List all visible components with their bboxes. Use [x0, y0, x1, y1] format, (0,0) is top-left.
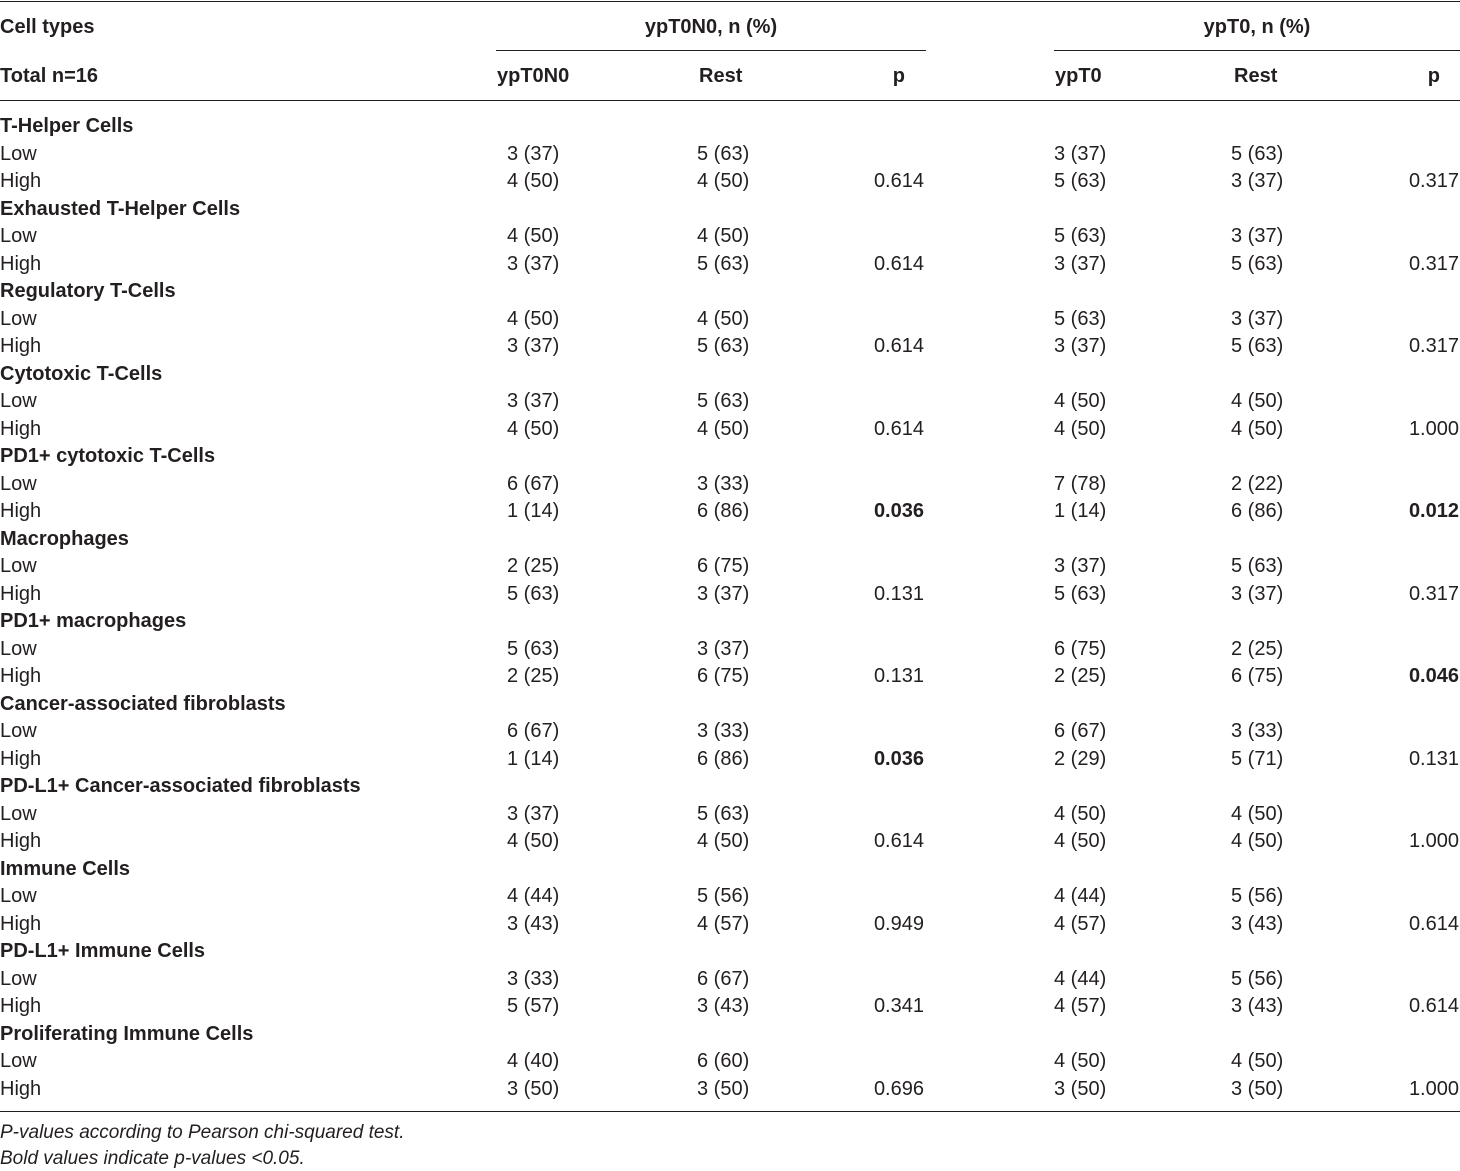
- ypt0n0-cell: 6 (67): [507, 720, 560, 742]
- group-row: [0, 443, 1460, 471]
- ypt0n0-cell: 3 (33): [507, 967, 560, 990]
- group-row: [0, 691, 1460, 719]
- rest2-cell: 2 (25): [1231, 637, 1284, 660]
- group-label: T-Helper Cells: [0, 115, 134, 137]
- p2-cell: 0.614: [1408, 912, 1459, 935]
- rest2-cell: 6 (86): [1231, 500, 1284, 522]
- ypt0-cell: 4 (57): [1054, 912, 1107, 935]
- ypt0n0-cell: 1 (14): [507, 747, 560, 770]
- rest1-cell: 4 (50): [697, 830, 750, 852]
- rest2-cell: 2 (22): [1231, 472, 1284, 495]
- group-label: Cancer-associated fibroblasts: [0, 692, 286, 715]
- row-label: Low: [0, 390, 37, 412]
- table-row: [0, 828, 1460, 856]
- ypt0-cell: 1 (14): [1054, 500, 1107, 522]
- rest1-cell: 4 (50): [697, 417, 750, 440]
- table-row: [0, 883, 1460, 911]
- group1-rule: [496, 50, 926, 51]
- table-row: [0, 801, 1460, 829]
- rest1-cell: 4 (50): [697, 307, 750, 330]
- header-col-rest-1: Rest: [699, 65, 743, 87]
- group-row: [0, 526, 1460, 554]
- p1-cell: 0.614: [873, 170, 924, 192]
- rest2-cell: 6 (75): [1231, 665, 1284, 687]
- ypt0n0-cell: 3 (37): [507, 252, 560, 275]
- rest1-cell: 6 (75): [697, 555, 750, 577]
- ypt0n0-cell: 3 (37): [507, 390, 560, 412]
- ypt0-cell: 3 (37): [1054, 335, 1107, 357]
- ypt0-cell: 5 (63): [1054, 582, 1107, 605]
- p2-cell: 0.046: [1408, 665, 1459, 687]
- rest1-cell: 4 (50): [697, 170, 750, 192]
- ypt0n0-cell: 4 (44): [507, 885, 560, 907]
- rest2-cell: 3 (37): [1231, 225, 1284, 247]
- ypt0n0-cell: 5 (63): [507, 637, 560, 660]
- table-row: [0, 498, 1460, 526]
- table-row: [0, 416, 1460, 444]
- p2-cell: 1.000: [1408, 1077, 1459, 1100]
- rest1-cell: 5 (63): [697, 142, 750, 165]
- table-row: [0, 993, 1460, 1021]
- group-row: [0, 113, 1460, 141]
- header-bottom-rule: [0, 100, 1460, 101]
- rest2-cell: 4 (50): [1231, 390, 1284, 412]
- rest2-cell: 4 (50): [1231, 830, 1284, 852]
- group-row: [0, 608, 1460, 636]
- rest1-cell: 3 (33): [697, 720, 750, 742]
- rest2-cell: 3 (50): [1231, 1077, 1284, 1100]
- rest1-cell: 4 (57): [697, 912, 750, 935]
- ypt0n0-cell: 2 (25): [507, 555, 560, 577]
- ypt0n0-cell: 5 (57): [507, 995, 560, 1017]
- ypt0-cell: 5 (63): [1054, 170, 1107, 192]
- rest1-cell: 5 (56): [697, 885, 750, 907]
- row-label: Low: [0, 637, 37, 660]
- table-row: [0, 306, 1460, 334]
- row-label: Low: [0, 1050, 37, 1072]
- rest2-cell: 5 (63): [1231, 335, 1284, 357]
- p1-cell: 0.614: [873, 252, 924, 275]
- p2-cell: 0.131: [1408, 747, 1459, 770]
- row-label: Low: [0, 225, 37, 247]
- table-row: [0, 1048, 1460, 1076]
- p2-cell: 1.000: [1408, 830, 1459, 852]
- group-label: Cytotoxic T-Cells: [0, 362, 163, 385]
- p1-cell: 0.614: [873, 335, 924, 357]
- rest1-cell: 6 (67): [697, 967, 750, 990]
- group-row: [0, 856, 1460, 884]
- rest1-cell: 6 (75): [697, 665, 750, 687]
- p2-cell: 0.317: [1408, 170, 1459, 192]
- table-row: [0, 333, 1460, 361]
- group-label: PD1+ cytotoxic T-Cells: [0, 445, 216, 467]
- table-row: [0, 553, 1460, 581]
- row-label: High: [0, 747, 42, 770]
- rest2-cell: 5 (56): [1231, 967, 1284, 990]
- ypt0n0-cell: 4 (50): [507, 225, 560, 247]
- rest2-cell: 3 (37): [1231, 582, 1284, 605]
- group-label: Regulatory T-Cells: [0, 280, 176, 302]
- row-label: Low: [0, 802, 37, 825]
- p1-cell: 0.614: [873, 830, 924, 852]
- ypt0-cell: 4 (50): [1054, 1050, 1107, 1072]
- p1-cell: 0.341: [873, 995, 924, 1017]
- header-total: Total n=16: [0, 65, 98, 87]
- footnote-pvalues: P-values according to Pearson chi-squared test.: [0, 1122, 405, 1143]
- table-row: [0, 251, 1460, 279]
- ypt0n0-cell: 4 (50): [507, 307, 560, 330]
- group-row: [0, 196, 1460, 224]
- p1-cell: 0.949: [873, 912, 924, 935]
- p2-cell: 0.614: [1408, 995, 1459, 1017]
- rest2-cell: 3 (43): [1231, 995, 1284, 1017]
- row-label: Low: [0, 967, 37, 990]
- rest1-cell: 3 (33): [697, 472, 750, 495]
- ypt0-cell: 3 (50): [1054, 1077, 1107, 1100]
- header-group1-title: ypT0N0, n (%): [644, 16, 778, 38]
- ypt0n0-cell: 3 (37): [507, 802, 560, 825]
- ypt0n0-cell: 4 (50): [507, 170, 560, 192]
- ypt0-cell: 3 (37): [1054, 252, 1107, 275]
- rest1-cell: 3 (43): [697, 995, 750, 1017]
- row-label: High: [0, 500, 42, 522]
- group-row: [0, 773, 1460, 801]
- row-label: High: [0, 582, 42, 605]
- p2-cell: 0.012: [1408, 500, 1459, 522]
- table-row: [0, 636, 1460, 664]
- ypt0n0-cell: 5 (63): [507, 582, 560, 605]
- header-cell-types: Cell types: [0, 16, 95, 38]
- ypt0n0-cell: 3 (43): [507, 912, 560, 935]
- rest1-cell: 6 (86): [697, 500, 750, 522]
- table-row: [0, 388, 1460, 416]
- rest1-cell: 3 (37): [697, 637, 750, 660]
- ypt0-cell: 6 (75): [1054, 637, 1107, 660]
- ypt0n0-cell: 1 (14): [507, 500, 560, 522]
- row-label: High: [0, 830, 42, 852]
- row-label: High: [0, 252, 42, 275]
- table-row: [0, 471, 1460, 499]
- ypt0-cell: 4 (50): [1054, 417, 1107, 440]
- table-row: [0, 966, 1460, 994]
- row-label: High: [0, 417, 42, 440]
- group2-rule: [1054, 50, 1460, 51]
- ypt0-cell: 5 (63): [1054, 307, 1107, 330]
- table-row: [0, 1076, 1460, 1104]
- rest1-cell: 3 (37): [697, 582, 750, 605]
- row-label: Low: [0, 720, 37, 742]
- top-rule: [0, 1, 1460, 2]
- row-label: High: [0, 665, 42, 687]
- group-row: [0, 361, 1460, 389]
- ypt0-cell: 3 (37): [1054, 142, 1107, 165]
- row-label: Low: [0, 472, 37, 495]
- ypt0n0-cell: 4 (50): [507, 417, 560, 440]
- header-col-p-1: p: [892, 65, 905, 87]
- ypt0n0-cell: 3 (50): [507, 1077, 560, 1100]
- group-row: [0, 278, 1460, 306]
- rest2-cell: 4 (50): [1231, 417, 1284, 440]
- p2-cell: 0.317: [1408, 252, 1459, 275]
- header-col-ypt0: ypT0: [1055, 65, 1102, 87]
- rest1-cell: 6 (86): [697, 747, 750, 770]
- p1-cell: 0.036: [873, 747, 924, 770]
- footnote-bold: Bold values indicate p-values <0.05.: [0, 1148, 305, 1169]
- p1-cell: 0.614: [873, 417, 924, 440]
- row-label: High: [0, 1077, 42, 1100]
- rest2-cell: 3 (37): [1231, 307, 1284, 330]
- group-label: PD-L1+ Immune Cells: [0, 940, 206, 962]
- rest1-cell: 5 (63): [697, 252, 750, 275]
- row-label: High: [0, 995, 42, 1017]
- ypt0n0-cell: 4 (50): [507, 830, 560, 852]
- table-row: [0, 581, 1460, 609]
- table-row: [0, 746, 1460, 774]
- row-label: High: [0, 912, 42, 935]
- p1-cell: 0.131: [873, 582, 924, 605]
- header-col-rest-2: Rest: [1234, 65, 1278, 87]
- p1-cell: 0.131: [873, 665, 924, 687]
- rest2-cell: 3 (43): [1231, 912, 1284, 935]
- group-row: [0, 938, 1460, 966]
- row-label: Low: [0, 555, 37, 577]
- ypt0-cell: 2 (29): [1054, 747, 1107, 770]
- table-body: [0, 113, 1460, 1103]
- ypt0-cell: 4 (50): [1054, 830, 1107, 852]
- table-bottom-rule: [0, 1111, 1460, 1112]
- row-label: Low: [0, 142, 37, 165]
- group-label: PD-L1+ Cancer-associated fibroblasts: [0, 775, 361, 797]
- group-row: [0, 1021, 1460, 1049]
- row-label: High: [0, 335, 42, 357]
- table-row: [0, 663, 1460, 691]
- table-row: [0, 141, 1460, 169]
- rest1-cell: 4 (50): [697, 225, 750, 247]
- ypt0-cell: 4 (57): [1054, 995, 1107, 1017]
- p2-cell: 0.317: [1408, 582, 1459, 605]
- ypt0n0-cell: 3 (37): [507, 335, 560, 357]
- rest2-cell: 5 (63): [1231, 252, 1284, 275]
- ypt0-cell: 4 (44): [1054, 885, 1107, 907]
- rest1-cell: 3 (50): [697, 1077, 750, 1100]
- ypt0-cell: 2 (25): [1054, 665, 1107, 687]
- p2-cell: 1.000: [1408, 417, 1459, 440]
- rest2-cell: 4 (50): [1231, 802, 1284, 825]
- ypt0-cell: 6 (67): [1054, 720, 1107, 742]
- ypt0n0-cell: 2 (25): [507, 665, 560, 687]
- row-label: Low: [0, 307, 37, 330]
- group-label: Macrophages: [0, 527, 129, 550]
- group-label: Exhausted T-Helper Cells: [0, 197, 241, 220]
- rest2-cell: 5 (63): [1231, 555, 1284, 577]
- ypt0-cell: 5 (63): [1054, 225, 1107, 247]
- table-row: [0, 911, 1460, 939]
- group-label: PD1+ macrophages: [0, 610, 187, 632]
- ypt0n0-cell: 3 (37): [507, 142, 560, 165]
- rest1-cell: 5 (63): [697, 390, 750, 412]
- p1-cell: 0.696: [873, 1077, 924, 1100]
- ypt0n0-cell: 4 (40): [507, 1050, 560, 1072]
- rest2-cell: 5 (63): [1231, 142, 1284, 165]
- ypt0-cell: 7 (78): [1054, 472, 1107, 495]
- table-row: [0, 168, 1460, 196]
- rest2-cell: 5 (56): [1231, 885, 1284, 907]
- rest1-cell: 5 (63): [697, 802, 750, 825]
- header-col-p-2: p: [1427, 65, 1440, 87]
- p2-cell: 0.317: [1408, 335, 1459, 357]
- row-label: High: [0, 170, 42, 192]
- group-label: Proliferating Immune Cells: [0, 1022, 254, 1045]
- rest1-cell: 6 (60): [697, 1050, 750, 1072]
- p1-cell: 0.036: [873, 500, 924, 522]
- table-row: [0, 718, 1460, 746]
- rest1-cell: 5 (63): [697, 335, 750, 357]
- header-col-ypt0n0: ypT0N0: [497, 65, 570, 87]
- rest2-cell: 3 (37): [1231, 170, 1284, 192]
- row-label: Low: [0, 885, 37, 907]
- ypt0-cell: 4 (44): [1054, 967, 1107, 990]
- ypt0n0-cell: 6 (67): [507, 472, 560, 495]
- group-label: Immune Cells: [0, 857, 131, 880]
- ypt0-cell: 4 (50): [1054, 802, 1107, 825]
- ypt0-cell: 3 (37): [1054, 555, 1107, 577]
- header-group2-title: ypT0, n (%): [1203, 16, 1311, 38]
- table-row: [0, 223, 1460, 251]
- ypt0-cell: 4 (50): [1054, 390, 1107, 412]
- rest2-cell: 5 (71): [1231, 747, 1284, 770]
- rest2-cell: 3 (33): [1231, 720, 1284, 742]
- rest2-cell: 4 (50): [1231, 1050, 1284, 1072]
